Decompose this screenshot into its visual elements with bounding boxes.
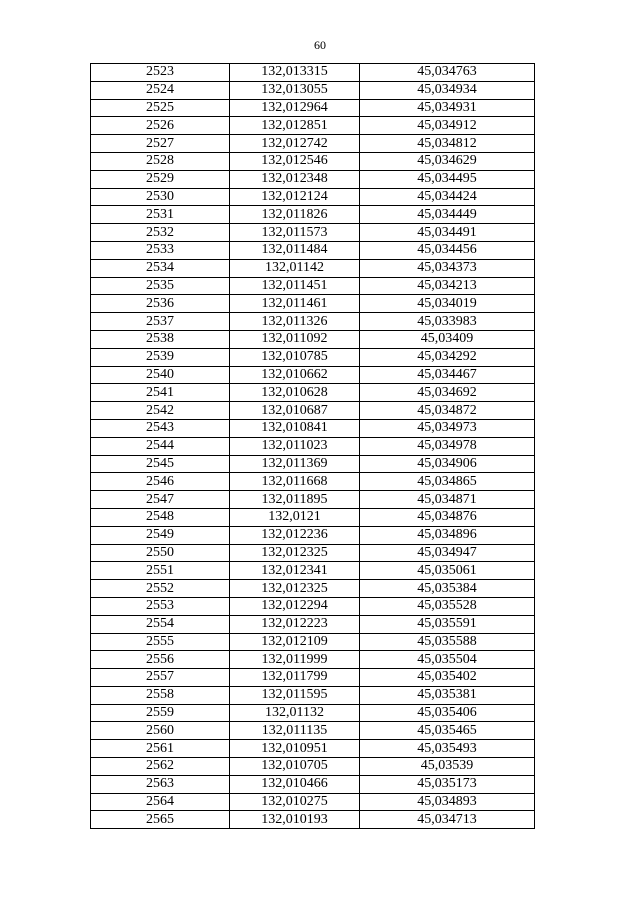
table-row [91, 259, 535, 277]
point-number-cell: 2530 [91, 188, 230, 206]
y-coordinate-cell: 45,034292 [360, 348, 535, 366]
y-coordinate-cell: 45,034872 [360, 402, 535, 420]
y-coordinate-cell: 45,034947 [360, 544, 535, 562]
y-coordinate-cell: 45,034896 [360, 526, 535, 544]
y-coordinate-cell: 45,034629 [360, 152, 535, 170]
point-number-cell: 2532 [91, 224, 230, 242]
table-row [91, 775, 535, 793]
x-coordinate-cell: 132,012109 [230, 633, 360, 651]
point-number-cell: 2535 [91, 277, 230, 295]
y-coordinate-cell: 45,034812 [360, 135, 535, 153]
point-number-cell: 2547 [91, 491, 230, 509]
coordinates-table [90, 63, 535, 829]
table-row [91, 669, 535, 687]
x-coordinate-cell: 132,011595 [230, 686, 360, 704]
y-coordinate-cell: 45,035591 [360, 615, 535, 633]
table-row [91, 384, 535, 402]
y-coordinate-cell: 45,035061 [360, 562, 535, 580]
y-coordinate-cell: 45,035384 [360, 580, 535, 598]
point-number-cell: 2562 [91, 758, 230, 776]
y-coordinate-cell: 45,035504 [360, 651, 535, 669]
point-number-cell: 2556 [91, 651, 230, 669]
y-coordinate-cell: 45,03409 [360, 330, 535, 348]
point-number-cell: 2557 [91, 669, 230, 687]
x-coordinate-cell: 132,012325 [230, 580, 360, 598]
table-row [91, 633, 535, 651]
point-number-cell: 2564 [91, 793, 230, 811]
point-number-cell: 2541 [91, 384, 230, 402]
y-coordinate-cell: 45,034449 [360, 206, 535, 224]
point-number-cell: 2538 [91, 330, 230, 348]
point-number-cell: 2563 [91, 775, 230, 793]
y-coordinate-cell: 45,034931 [360, 99, 535, 117]
point-number-cell: 2550 [91, 544, 230, 562]
x-coordinate-cell: 132,013315 [230, 64, 360, 82]
x-coordinate-cell: 132,012223 [230, 615, 360, 633]
y-coordinate-cell: 45,034373 [360, 259, 535, 277]
table-row [91, 277, 535, 295]
y-coordinate-cell: 45,035528 [360, 597, 535, 615]
table-row [91, 544, 535, 562]
x-coordinate-cell: 132,012294 [230, 597, 360, 615]
x-coordinate-cell: 132,012964 [230, 99, 360, 117]
table-row [91, 366, 535, 384]
y-coordinate-cell: 45,035173 [360, 775, 535, 793]
point-number-cell: 2560 [91, 722, 230, 740]
y-coordinate-cell: 45,034213 [360, 277, 535, 295]
table-row [91, 615, 535, 633]
table-body [91, 64, 535, 829]
point-number-cell: 2539 [91, 348, 230, 366]
y-coordinate-cell: 45,034491 [360, 224, 535, 242]
point-number-cell: 2551 [91, 562, 230, 580]
y-coordinate-cell: 45,034424 [360, 188, 535, 206]
x-coordinate-cell: 132,010951 [230, 740, 360, 758]
table-row [91, 491, 535, 509]
point-number-cell: 2525 [91, 99, 230, 117]
x-coordinate-cell: 132,012546 [230, 152, 360, 170]
y-coordinate-cell: 45,035588 [360, 633, 535, 651]
y-coordinate-cell: 45,034865 [360, 473, 535, 491]
x-coordinate-cell: 132,010275 [230, 793, 360, 811]
table-row [91, 651, 535, 669]
x-coordinate-cell: 132,012348 [230, 170, 360, 188]
x-coordinate-cell: 132,010841 [230, 419, 360, 437]
y-coordinate-cell: 45,034893 [360, 793, 535, 811]
table-row [91, 722, 535, 740]
x-coordinate-cell: 132,012851 [230, 117, 360, 135]
x-coordinate-cell: 132,011451 [230, 277, 360, 295]
table-row [91, 135, 535, 153]
x-coordinate-cell: 132,010705 [230, 758, 360, 776]
x-coordinate-cell: 132,0121 [230, 508, 360, 526]
y-coordinate-cell: 45,034871 [360, 491, 535, 509]
table-row [91, 758, 535, 776]
x-coordinate-cell: 132,011799 [230, 669, 360, 687]
y-coordinate-cell: 45,034692 [360, 384, 535, 402]
y-coordinate-cell: 45,034973 [360, 419, 535, 437]
y-coordinate-cell: 45,035402 [360, 669, 535, 687]
y-coordinate-cell: 45,034906 [360, 455, 535, 473]
x-coordinate-cell: 132,010785 [230, 348, 360, 366]
y-coordinate-cell: 45,035381 [360, 686, 535, 704]
table-row [91, 81, 535, 99]
table-row [91, 419, 535, 437]
x-coordinate-cell: 132,012742 [230, 135, 360, 153]
x-coordinate-cell: 132,011573 [230, 224, 360, 242]
point-number-cell: 2548 [91, 508, 230, 526]
table-row [91, 206, 535, 224]
x-coordinate-cell: 132,011668 [230, 473, 360, 491]
point-number-cell: 2526 [91, 117, 230, 135]
table-row [91, 224, 535, 242]
y-coordinate-cell: 45,034467 [360, 366, 535, 384]
y-coordinate-cell: 45,034713 [360, 811, 535, 829]
point-number-cell: 2540 [91, 366, 230, 384]
x-coordinate-cell: 132,011461 [230, 295, 360, 313]
point-number-cell: 2537 [91, 313, 230, 331]
table-row [91, 508, 535, 526]
x-coordinate-cell: 132,011999 [230, 651, 360, 669]
y-coordinate-cell: 45,034912 [360, 117, 535, 135]
point-number-cell: 2544 [91, 437, 230, 455]
point-number-cell: 2543 [91, 419, 230, 437]
point-number-cell: 2549 [91, 526, 230, 544]
y-coordinate-cell: 45,03539 [360, 758, 535, 776]
point-number-cell: 2524 [91, 81, 230, 99]
x-coordinate-cell: 132,01142 [230, 259, 360, 277]
point-number-cell: 2553 [91, 597, 230, 615]
table-row [91, 99, 535, 117]
point-number-cell: 2558 [91, 686, 230, 704]
table-row [91, 402, 535, 420]
point-number-cell: 2559 [91, 704, 230, 722]
x-coordinate-cell: 132,010687 [230, 402, 360, 420]
table-row [91, 793, 535, 811]
page-number: 60 [314, 38, 326, 52]
table-row [91, 188, 535, 206]
y-coordinate-cell: 45,035406 [360, 704, 535, 722]
point-number-cell: 2545 [91, 455, 230, 473]
x-coordinate-cell: 132,011326 [230, 313, 360, 331]
y-coordinate-cell: 45,034876 [360, 508, 535, 526]
table-row [91, 241, 535, 259]
y-coordinate-cell: 45,034019 [360, 295, 535, 313]
x-coordinate-cell: 132,011826 [230, 206, 360, 224]
x-coordinate-cell: 132,011484 [230, 241, 360, 259]
point-number-cell: 2542 [91, 402, 230, 420]
y-coordinate-cell: 45,034978 [360, 437, 535, 455]
y-coordinate-cell: 45,034495 [360, 170, 535, 188]
table-row [91, 152, 535, 170]
point-number-cell: 2523 [91, 64, 230, 82]
point-number-cell: 2552 [91, 580, 230, 598]
table-row [91, 580, 535, 598]
table-row [91, 170, 535, 188]
point-number-cell: 2536 [91, 295, 230, 313]
point-number-cell: 2565 [91, 811, 230, 829]
x-coordinate-cell: 132,011023 [230, 437, 360, 455]
point-number-cell: 2531 [91, 206, 230, 224]
x-coordinate-cell: 132,013055 [230, 81, 360, 99]
point-number-cell: 2561 [91, 740, 230, 758]
x-coordinate-cell: 132,012124 [230, 188, 360, 206]
point-number-cell: 2533 [91, 241, 230, 259]
x-coordinate-cell: 132,012236 [230, 526, 360, 544]
x-coordinate-cell: 132,011369 [230, 455, 360, 473]
x-coordinate-cell: 132,01132 [230, 704, 360, 722]
x-coordinate-cell: 132,011135 [230, 722, 360, 740]
point-number-cell: 2529 [91, 170, 230, 188]
table-row [91, 597, 535, 615]
y-coordinate-cell: 45,033983 [360, 313, 535, 331]
table-row [91, 117, 535, 135]
table-row [91, 473, 535, 491]
table-row [91, 348, 535, 366]
table-row [91, 437, 535, 455]
y-coordinate-cell: 45,034934 [360, 81, 535, 99]
table-row [91, 811, 535, 829]
table-row [91, 295, 535, 313]
table-row [91, 562, 535, 580]
x-coordinate-cell: 132,012341 [230, 562, 360, 580]
table-row [91, 704, 535, 722]
point-number-cell: 2534 [91, 259, 230, 277]
point-number-cell: 2554 [91, 615, 230, 633]
y-coordinate-cell: 45,035465 [360, 722, 535, 740]
x-coordinate-cell: 132,011895 [230, 491, 360, 509]
x-coordinate-cell: 132,011092 [230, 330, 360, 348]
x-coordinate-cell: 132,012325 [230, 544, 360, 562]
point-number-cell: 2546 [91, 473, 230, 491]
table-row [91, 313, 535, 331]
point-number-cell: 2528 [91, 152, 230, 170]
point-number-cell: 2555 [91, 633, 230, 651]
point-number-cell: 2527 [91, 135, 230, 153]
table-row [91, 526, 535, 544]
table-row [91, 686, 535, 704]
table-row [91, 455, 535, 473]
table-row [91, 330, 535, 348]
y-coordinate-cell: 45,034456 [360, 241, 535, 259]
y-coordinate-cell: 45,034763 [360, 64, 535, 82]
x-coordinate-cell: 132,010628 [230, 384, 360, 402]
table-row [91, 64, 535, 82]
y-coordinate-cell: 45,035493 [360, 740, 535, 758]
x-coordinate-cell: 132,010193 [230, 811, 360, 829]
x-coordinate-cell: 132,010466 [230, 775, 360, 793]
x-coordinate-cell: 132,010662 [230, 366, 360, 384]
table-row [91, 740, 535, 758]
